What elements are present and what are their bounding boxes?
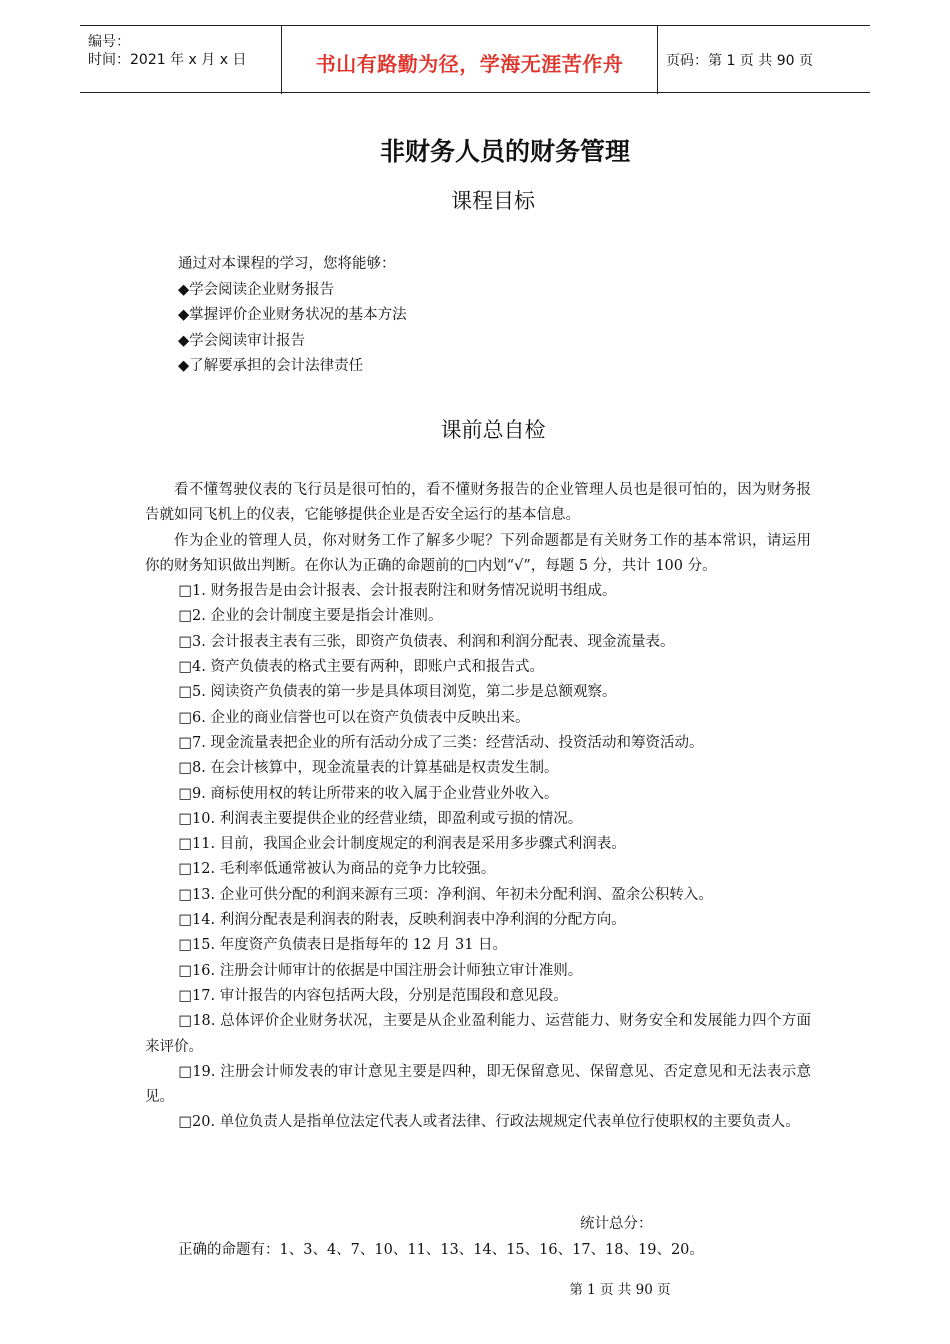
quiz-item: □1. 财务报告是由会计报表、会计报表附注和财务情况说明书组成。 [178,583,617,600]
quiz-item: □17. 审计报告的内容包括两大段，分别是范围段和意见段。 [178,987,568,1004]
course-goal-item: ◆学会阅读企业财务报告 [178,281,335,298]
course-goal-item: ◆掌握评价企业财务状况的基本方法 [178,307,407,323]
self-check-body [145,478,811,1136]
quiz-item: □3. 会计报表主表有三张，即资产负债表、利润和利润分配表、现金流量表。 [178,633,675,650]
quiz-item: □10. 利润表主要提供企业的经营业绩，即盈利或亏损的情况。 [178,810,583,827]
quiz-item: □13. 企业可供分配的利润来源有三项：净利润、年初未分配利润、盈余公积转入。 [178,886,713,903]
course-goal-item: ◆学会阅读审计报告 [178,332,306,349]
quiz-item: □6. 企业的商业信誉也可以在资产负债表中反映出来。 [178,709,530,726]
quiz-item: □5. 阅读资产负债表的第一步是具体项目浏览，第二步是总额观察。 [178,684,617,701]
document-number-label: 编号： [88,34,130,50]
course-goals-list [178,252,798,380]
quiz-item: □7. 现金流量表把企业的所有活动分成了三类：经营活动、投资活动和筹资活动。 [178,734,704,751]
quiz-item: □8. 在会计核算中，现金流量表的计算基础是权责发生制。 [178,760,559,777]
course-goals-heading: 课程目标 [451,189,535,213]
intro-paragraph: 看不懂驾驶仪表的飞行员是很可怕的，看不懂财务报告的企业管理人员也是很可怕的，因为财务报告就如同飞机上的仪表，它能够提供企业是否安全运行的基本信息。 [145,482,811,524]
page-header [80,25,870,93]
course-goals-intro: 通过对本课程的学习，您将能够： [178,256,396,272]
document-title: 非财务人员的财务管理 [379,137,630,166]
header-page-code: 页码：第 1 页 共 90 页 [666,53,813,69]
quiz-item: □9. 商标使用权的转让所带来的收入属于企业营业外收入。 [178,785,559,802]
document-time-label: 时间：2021 年 x 月 x 日 [88,52,247,68]
header-motto: 书山有路勤为径，学海无涯苦作舟 [315,52,624,76]
correct-answers: 正确的命题有：1、3、4、7、10、11、13、14、15、16、17、18、19、20。 [178,1242,704,1258]
quiz-item: □15. 年度资产负债表日是指每年的 12 月 31 日。 [178,937,508,954]
quiz-item: □14. 利润分配表是利润表的附表，反映利润表中净利润的分配方向。 [178,912,626,929]
quiz-item: □4. 资产负债表的格式主要有两种，即账户式和报告式。 [178,659,544,676]
course-goal-item: ◆了解要承担的会计法律责任 [178,358,364,374]
header-meta [80,26,282,94]
page-footer: 第 1 页 共 90 页 [569,1282,671,1298]
quiz-item: □11. 目前，我国企业会计制度规定的利润表是采用多步骤式利润表。 [178,836,626,853]
header-page-cell [658,26,870,94]
header-motto-cell [282,26,658,94]
instruction-paragraph: 作为企业的管理人员，你对财务工作了解多少呢？下列命题都是有关财务工作的基本常识，请运用你的财务知识做出判断。在你认为正确的命题前的□内划“√”，每题 5 分，共计 100 分。 [145,532,811,574]
quiz-item: □2. 企业的会计制度主要是指会计准则。 [178,608,443,625]
quiz-item: □20. 单位负责人是指单位法定代表人或者法律、行政法规规定代表单位行使职权的主要负责人。 [178,1114,800,1131]
quiz-item: □12. 毛利率低通常被认为商品的竞争力比较强。 [178,861,496,878]
quiz-item: □16. 注册会计师审计的依据是中国注册会计师独立审计准则。 [178,962,583,979]
quiz-item: □19. 注册会计师发表的审计意见主要是四种，即无保留意见、保留意见、否定意见和无法表示意见。 [145,1063,811,1106]
total-score-label: 统计总分： [580,1216,653,1232]
quiz-item: □18. 总体评价企业财务状况，主要是从企业盈利能力、运营能力、财务安全和发展能力四个方面来评价。 [145,1013,811,1055]
self-check-heading: 课前总自检 [440,418,546,442]
